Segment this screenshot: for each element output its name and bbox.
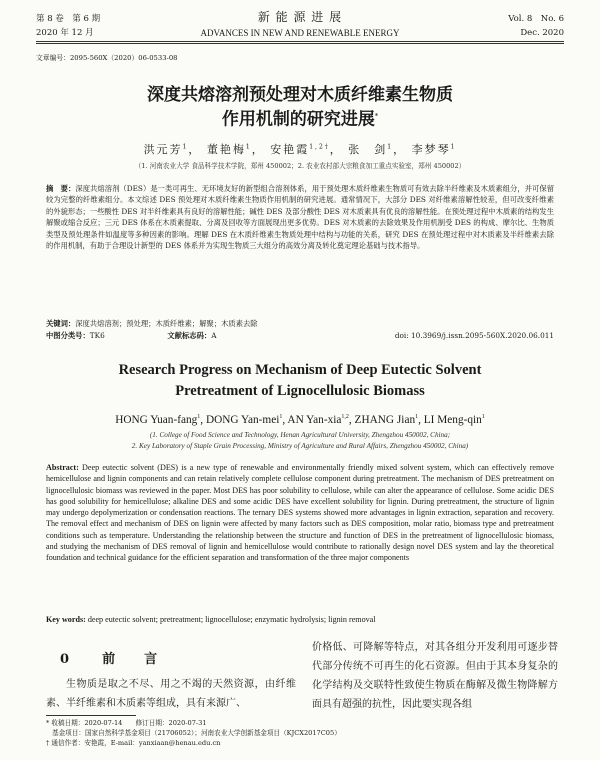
footnote-received: * 收稿日期：2020-07-14 修订日期：2020-07-31: [46, 719, 207, 727]
footnote-funding: 基金项目：国家自然科学基金项目（21706052）；河南农业大学创新基金项目（KJCX2017C05）: [52, 729, 341, 737]
author-cn: 李梦琴$^1$: [411, 143, 457, 156]
affiliation-cn: （1. 河南农业大学 食品科学技术学院，郑州 450002；2. 农业农村部大宗粮食加工重点实验室，郑州 450002）: [134, 162, 466, 170]
abstract-cn: [46, 183, 554, 251]
section-title: 前 言: [102, 652, 166, 667]
author-cn: 张 剑$^1$: [348, 143, 394, 156]
author-cn: 董艳梅$^1$: [206, 143, 252, 156]
abstract-en-text: Deep eutectic solvent (DES) is a new type of renewable and environmentally friendly mixed solvent system, which can effectively remove hemicellulose and lignin components and can retain relatively complete cellulose component during pretreatment. The mechanism of DES pretreatment on lignocellulosic biomass was reviewed in the paper. Most DES has poor solubility to cellulose, while can alter the appearance of cellulose. Some acidic DES has good solubility for hemicellulose; alkaline DES and some acidic DES have excellent solubility for lignin. During pretreatment, the structure of lignin may undergo depolymerization or condensation reactions. The ternary DES systems showed more advantages in lignin extraction, separation and recovery. The removal effect and mechanism of DES on lignin were affected by many factors such as DES composition, molar ratio, biomass type and pretreatment conditions such as temperature. Understanding the relationship between the structure and function of DES in the pretreatment of lignocellulosic biomass, and studying the mechanism of DES removal of lignin and hemicellulose would contribute to rationally design novel DES system and lay the theoretical foundation and technical guidance for the efficient separation and transformation of the three major components: [46, 463, 554, 563]
title-en-line1: Research Progress on Mechanism of Deep Eutectic Solvent: [118, 362, 482, 378]
author-cn: 洪元芳$^1$: [143, 143, 189, 156]
abstract-cn-label: 摘 要：: [46, 184, 76, 193]
body-column-left: 生物质是取之不尽、用之不竭的天然资源，由纤维素、半纤维素和木质素等组成，具有来源广、: [46, 679, 296, 709]
authors-en: HONG Yuan-fang$^1$, DONG Yan-mei$^1$, AN Yan-xia$^{1,2}$, ZHANG Jian$^1$, LI Meng-qin$^1$: [115, 414, 485, 426]
header-date-en: Dec. 2020: [520, 28, 564, 38]
author-en: DONG Yan-mei$^1$: [205, 414, 283, 426]
classification-line: 中图分类号：TK6 文献标志码：A doi: 10.3969/j.issn.2095-560X.2020.06.011: [46, 331, 554, 340]
title-cn-mark: *: [374, 113, 379, 120]
article-number: 文章编号：2095-560X（2020）06-0533-08: [36, 54, 178, 62]
footnote-rule: [46, 715, 136, 716]
title-cn-line2-wrap: [0, 106, 600, 131]
header-journal-cn: 新 能 源 进 展: [257, 10, 343, 24]
keywords-cn-text: 深度共熔溶剂；预处理；木质纤维素；解聚；木质素去除: [75, 319, 258, 328]
author-en: LI Meng-qin$^1$: [423, 414, 485, 426]
author-cn: 安艳霞$^{1,2\dagger}$: [270, 143, 330, 156]
header-rule-thin: [36, 43, 564, 44]
clc-code: TK6: [89, 331, 105, 340]
keywords-en-text: deep eutectic solvent; pretreatment; lignocellulose; enzymatic hydrolysis; lignin removal: [87, 615, 376, 624]
header-journal-en: ADVANCES IN NEW AND RENEWABLE ENERGY: [200, 28, 400, 38]
author-en: HONG Yuan-fang$^1$: [115, 414, 201, 426]
footnote-corresponding: † 通信作者：安艳霞，E-mail：yanxiaan@henau.edu.cn: [46, 739, 221, 747]
doi: doi: 10.3969/j.issn.2095-560X.2020.06.011: [394, 331, 554, 340]
abstract-en-label: Abstract:: [46, 463, 79, 472]
section-heading: [60, 648, 165, 667]
title-en-line2: Pretreatment of Lignocellulosic Biomass: [175, 383, 425, 399]
header-date-cn: 2020 年 12 月: [36, 28, 94, 38]
body-column-right: 价格低、可降解等特点，对其各组分开发利用可逐步替代部分传统不可再生的化石资源。但由于其本身复杂的化学结构及交联特性致使生物质在酶解及微生物降解方面具有超强的抗性，因此要实现各组: [312, 642, 558, 710]
header-issue-cn: 第 8 卷 第 6 期: [36, 14, 101, 24]
authors-cn: 洪元芳$^1$， 董艳梅$^1$， 安艳霞$^{1,2\dagger}$， 张 剑$^1$， 李梦琴$^1$: [143, 143, 457, 156]
title-cn-line1: 深度共熔溶剂预处理对木质纤维素生物质: [147, 85, 453, 105]
keywords-en-label: Key words:: [46, 615, 86, 624]
author-en: ZHANG Jian$^1$: [354, 414, 419, 426]
abstract-cn-text: 深度共熔溶剂（DES）是一类可再生、无环境友好的新型组合溶剂体系，用于预处理木质纤维素生物质可有效去除半纤维素及木质素组分，并可保留较为完整的纤维素组分。本文综述 DES 预处理对木质纤维素生物质作用机制的研究进展。通常情况下，大部分 DES 对纤维素溶解性较差，但可改变纤维素的外貌形态；一些酸性 DES 对半纤维素具有良好的溶解性能；碱性 DES 及部分酸性 DES 对木质素具有优良的溶解性能。在预处理过程中木质素的结构发生解聚或缩合反应；三元 DES 体系在木质素提取、分离及回收等方面展现出更多优势。DES 对木质素的去除效果及作用机制受 DES 的构成、摩尔比、生物质类型及预处理条件如温度等多种因素的影响。理解 DES 在木质纤维素生物质处理中结构与功能的关系，研究 DES 在预处理过程中对木质素及半纤维素去除的作用机制，有助于合理设计新型的 DES 体系并为实现生物质三大组分的高效分离及转化奠定理论基础与技术指导。: [46, 184, 555, 251]
header-rule: [36, 41, 564, 42]
abstract-en: [46, 462, 554, 564]
affiliation-en-1: (1. College of Food Science and Technology, Henan Agricultural University, Zhengzhou 450002, China;: [149, 431, 451, 439]
header-volume-en: Vol. 8 No. 6: [508, 14, 564, 24]
title-cn-line2: 作用机制的研究进展: [221, 109, 375, 130]
affiliation-en-2: 2. Key Laboratory of Staple Grain Processing, Ministry of Agriculture and Rural Affairs, Zhengzhou 450002, China): [131, 442, 469, 450]
keywords-en: [46, 614, 554, 625]
doc-code: A: [211, 331, 217, 340]
section-number: 0: [60, 652, 78, 667]
keywords-cn: [46, 318, 554, 329]
keywords-cn-label: 关键词：: [46, 319, 76, 328]
author-en: AN Yan-xia$^{1,2}$: [287, 414, 349, 426]
